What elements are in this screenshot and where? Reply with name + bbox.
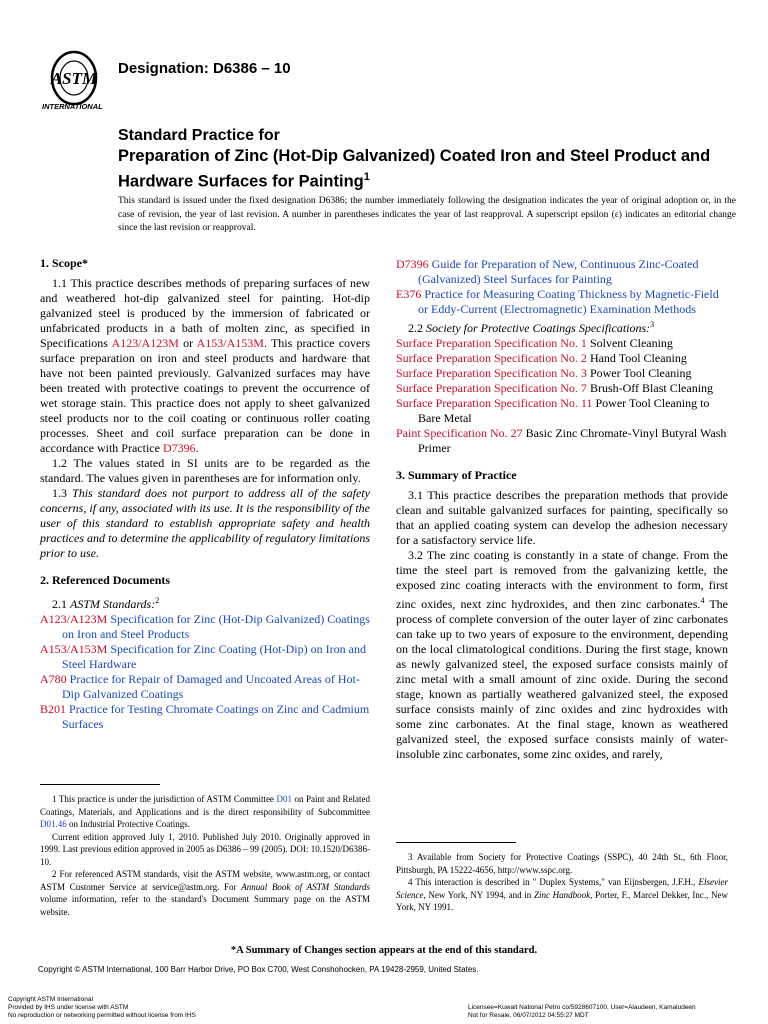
footer-left-line: Copyright ASTM International	[8, 996, 93, 1003]
scope-heading: 1. Scope*	[40, 256, 88, 270]
designation: Designation: D6386 – 10	[118, 60, 291, 77]
link-d01-46[interactable]: D01.46	[40, 819, 67, 829]
reference-title: Practice for Testing Chromate Coatings on Zinc and Cadmium Surfaces	[62, 702, 370, 731]
reference-code-link[interactable]: A153/A153M	[40, 642, 108, 656]
footer-license-right	[468, 1004, 696, 1020]
section-2-1: 2.1 ASTM Standards:$^2$	[52, 596, 160, 611]
copyright-line: Copyright © ASTM International, 100 Barr Harbor Drive, PO Box C700, West Conshohocken, PA 19428-2959, United States.	[38, 965, 479, 974]
reference-code-link[interactable]: Surface Preparation Specification No. 2	[396, 351, 587, 365]
reference-title: Practice for Measuring Coating Thickness by Magnetic-Field or Eddy-Current (Electromagnetic) Examination Methods	[418, 287, 719, 316]
title-text: Preparation of Zinc (Hot-Dip Galvanized) Coated Iron and Steel Product and Hardware Surfaces for Painting	[118, 147, 711, 191]
reference-code-link[interactable]: Surface Preparation Specification No. 1	[396, 336, 587, 350]
reference-code-link[interactable]: A780	[40, 672, 67, 686]
ref-link-d7396[interactable]: D7396	[162, 441, 196, 455]
logo-subtext: INTERNATIONAL	[42, 102, 103, 111]
footer-right-line: Not for Resale, 06/07/2012 04:55:27 MDT	[468, 1012, 589, 1019]
right-footnotes	[396, 842, 728, 914]
refdocs-heading: 2. Referenced Documents	[40, 573, 171, 587]
section-3-2: 3.2 The zinc coating is constantly in a state of change. From the time the steel part is removed from the galvanizing kettle, the exposed zinc coating interacts with the environment to form, first zinc oxides, next zinc hydroxides, and then zinc carbonates.$^4$ The process of complete conversion of the outer layer of zinc carbonates can take up to two years of exposure to the environment, depending on the local climatological conditions. During the first stage, known as newly galvanized steel, the exposed surface consists mainly of zinc metal with a small amount of zinc oxide. During the second stage, known as partially weathered galvanized steel, the exposed surface consists mainly of zinc oxides and zinc hydroxides with some zinc carbonates. At the final stage, known as weathered galvanized steel, the exposed surface consists mainly of water-insoluble zinc carbonates, some zinc oxides, and rarely,	[396, 548, 728, 761]
astm-references-list	[40, 612, 370, 732]
reference-code-link[interactable]: E376	[396, 287, 422, 301]
reference-entry	[396, 257, 728, 287]
reference-code-link[interactable]: B201	[40, 702, 67, 716]
reference-title: Hand Tool Cleaning	[589, 351, 687, 365]
link-d01[interactable]: D01	[276, 794, 292, 804]
section-1-3: 1.3 This standard does not purport to address all of the safety concerns, if any, associated with its use. It is the responsibility of the user of this standard to establish appropriate safety and health practices and to determine the applicability of regulatory limitations prior to use.	[40, 486, 371, 560]
reference-code-link[interactable]: D7396	[396, 257, 429, 271]
reference-entry	[396, 396, 728, 426]
reference-title: Power Tool Cleaning	[589, 366, 692, 380]
title-footnote-mark: 1	[363, 171, 370, 183]
reference-entry	[396, 351, 728, 366]
reference-entry	[40, 702, 370, 732]
reference-entry	[396, 381, 728, 396]
section-1-1: 1.1 This practice describes methods of preparing surfaces of new and weathered hot-dip galvanized steel for painting. Hot-dip galvanized steel is produced by the immersion of fabricated or unfabricated products in a bath of molten zinc, as specified in Specifications A123/A123M or A153/A153M. This practice covers surface preparation on iron and steel products and hardware that have not been painted previously. Galvanized surfaces may have been treated with protective coatings to prevent the occurrence of wet storage stain. This practice does not apply to sheet galvanized steel products nor to the coil coating or continuous roller coating processes. Sheet and coil surface preparation can be done in accordance with Practice D7396.	[40, 276, 371, 455]
reference-code-link[interactable]: Surface Preparation Specification No. 11	[396, 396, 593, 410]
reference-title: Practice for Repair of Damaged and Uncoated Areas of Hot-Dip Galvanized Coatings	[62, 672, 360, 701]
reference-entry	[396, 366, 728, 381]
reference-entry	[396, 426, 728, 456]
footnote-3: 3 Available from Society for Protective Coatings (SSPC), 40 24th St., 6th Floor, Pittsburgh, PA 15222-4656, http://www.sspc.org.	[396, 852, 728, 875]
reference-code-link[interactable]: Paint Specification No. 27	[396, 426, 523, 440]
reference-title: Specification for Zinc (Hot-Dip Galvanized) Coatings on Iron and Steel Products	[62, 612, 370, 641]
footnote-rule	[40, 784, 160, 785]
reference-entry	[40, 642, 370, 672]
title-prefix: Standard Practice for	[118, 127, 280, 144]
issue-note: This standard is issued under the fixed designation D6386; the number immediately following the designation indicates the year of original adoption or, in the case of revision, the year of last revision. A number in parentheses indicates the year of last reapproval. A superscript epsilon (ε) indicates an editorial change since the last revision or reapproval.	[118, 196, 736, 233]
reference-title: Brush-Off Blast Cleaning	[589, 381, 714, 395]
logo-text: ASTM	[50, 69, 98, 88]
reference-entry	[396, 287, 728, 317]
footnote-2: 2 For referenced ASTM standards, visit the ASTM website, www.astm.org, or contact ASTM Customer Service at service@astm.org. For Annual Book of ASTM Standards volume information, refer to the standard's Document Summary page on the ASTM website.	[40, 869, 371, 917]
reference-entry	[40, 612, 370, 642]
astm-references-list-cont	[396, 257, 728, 317]
footnote-rule	[396, 842, 516, 843]
left-column	[40, 256, 370, 732]
sspc-references-list	[396, 336, 728, 456]
reference-title: Specification for Zinc Coating (Hot-Dip) on Iron and Steel Hardware	[62, 642, 366, 671]
reference-entry	[396, 336, 728, 351]
title-block	[118, 126, 718, 193]
reference-code-link[interactable]: Surface Preparation Specification No. 3	[396, 366, 587, 380]
footer-right-line: Licensee=Kuwait National Petro co/5928607100, User=Alaudeen, Kamaludeen	[468, 1004, 696, 1011]
reference-title: Solvent Cleaning	[589, 336, 673, 350]
section-3-1: 3.1 This practice describes the preparation methods that provide clean and suitable galvanized surfaces for painting, specifically so that an applied coating system can develop the adhesion necessary for a satisfactory service life.	[396, 488, 728, 547]
footnote-4: 4 This interaction is described in " Duplex Systems," van Eijnsbergen, J.F.H., Elsevier Science, New York, NY 1994, and in Zinc Handbook, Porter, F., Marcel Dekker, Inc., New York, NY 1991.	[396, 877, 729, 912]
astm-logo	[38, 48, 110, 114]
footer-license-left	[8, 996, 196, 1020]
ref-link-a153[interactable]: A153/A153M	[196, 336, 264, 350]
summary-of-changes-note: *A Summary of Changes section appears at the end of this standard.	[230, 945, 538, 956]
reference-title: Power Tool Cleaning to Bare Metal	[418, 396, 710, 425]
page-title	[118, 146, 718, 193]
summary-heading: 3. Summary of Practice	[396, 468, 517, 482]
reference-title: Guide for Preparation of New, Continuous Zinc-Coated (Galvanized) Steel Surfaces for Painting	[418, 257, 699, 286]
footnote-1-edition: Current edition approved July 1, 2010. Published July 2010. Originally approved in 1999. Last previous edition approved in 2005 as D6386 – 99 (2005). DOI: 10.1520/D6386-10.	[40, 831, 370, 867]
section-2-2: 2.2 Society for Protective Coatings Specifications:$^3$	[408, 320, 655, 335]
reference-title: Basic Zinc Chromate-Vinyl Butyral Wash Primer	[418, 426, 727, 455]
right-column	[396, 257, 728, 762]
footer-left-line: No reproduction or networking permitted without license from IHS	[8, 1012, 196, 1019]
ref-link-a123[interactable]: A123/A123M	[111, 336, 179, 350]
footnote-1: 1 This practice is under the jurisdiction of ASTM Committee D01 on Paint and Related Coatings, Materials, and Applications and is the direct responsibility of Subcommittee D01.46 on Industrial Protective Coatings.	[40, 794, 370, 829]
section-1-2: 1.2 The values stated in SI units are to be regarded as the standard. The values given in parentheses are for information only.	[40, 456, 370, 485]
footer-left-line: Provided by IHS under license with ASTM	[8, 1004, 129, 1011]
reference-code-link[interactable]: A123/A123M	[40, 612, 108, 626]
reference-entry	[40, 672, 370, 702]
left-footnotes	[40, 784, 370, 918]
reference-code-link[interactable]: Surface Preparation Specification No. 7	[396, 381, 587, 395]
